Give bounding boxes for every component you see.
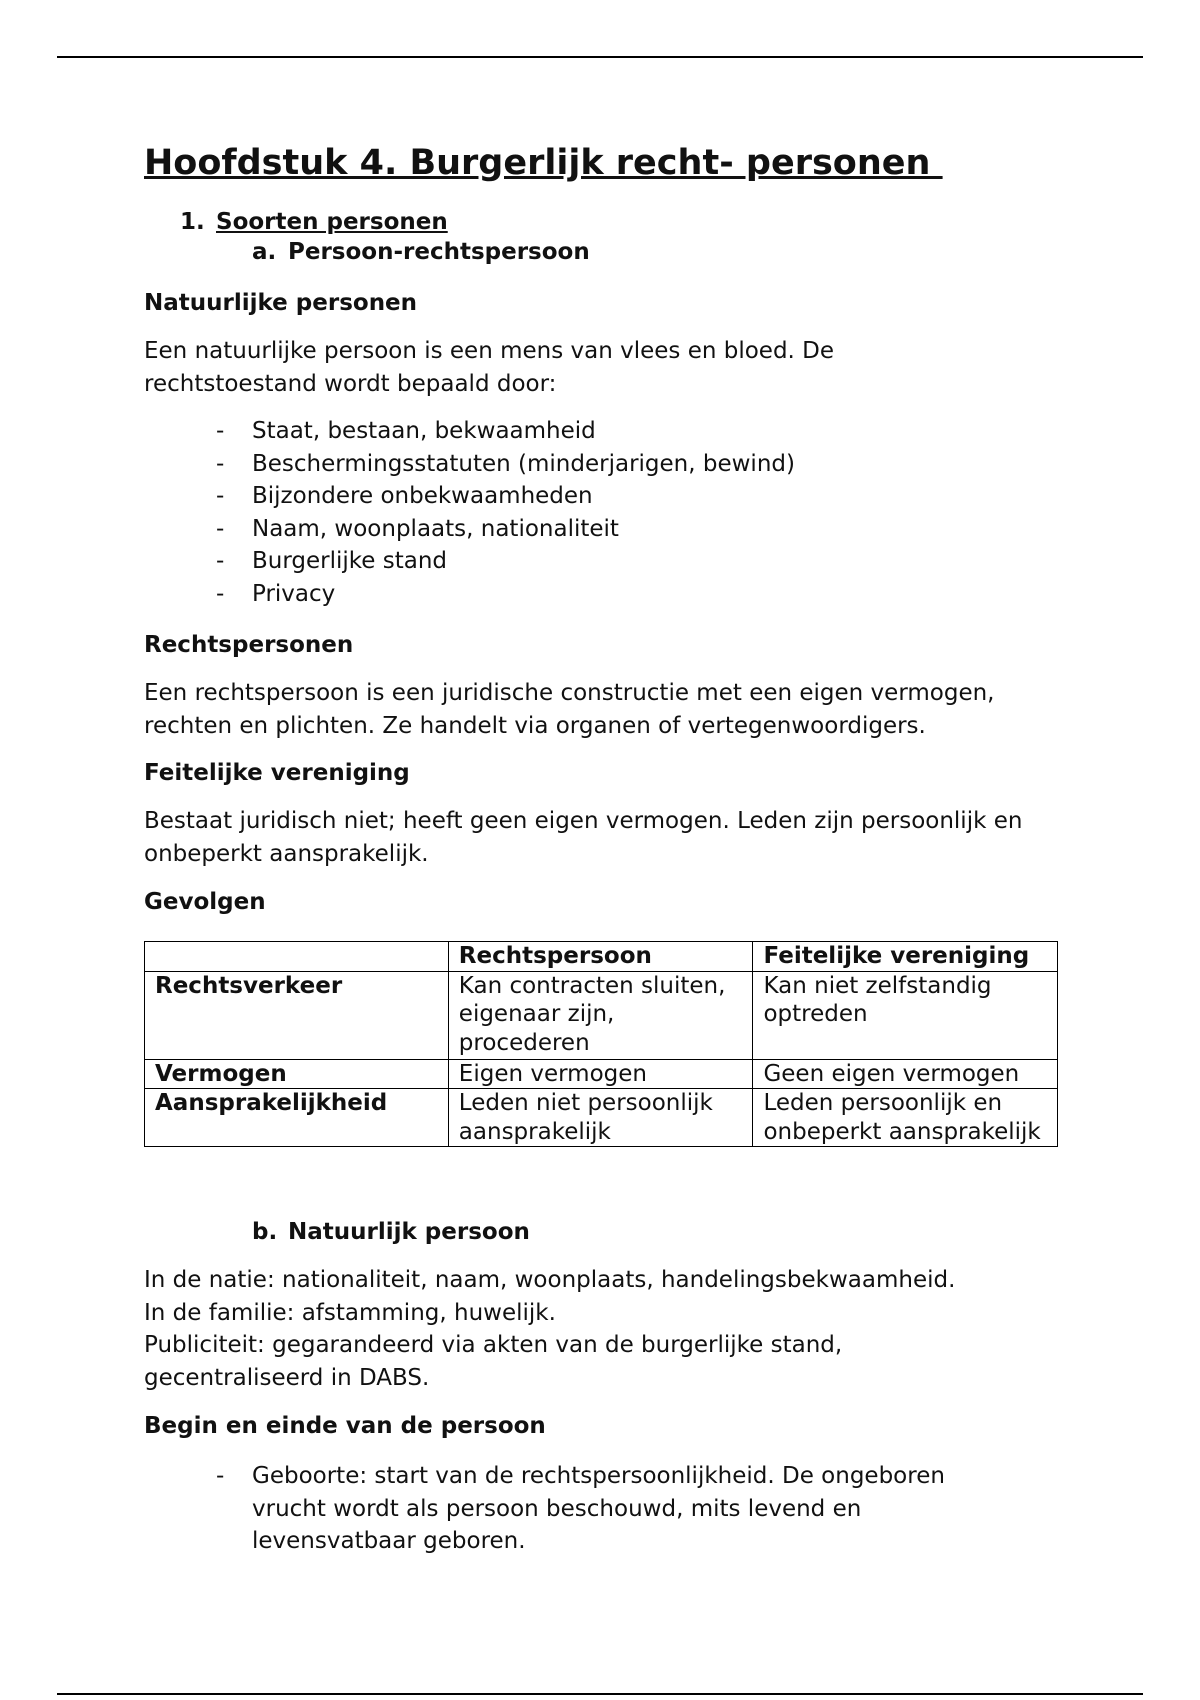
- table-row-label: Aansprakelijkheid: [145, 1089, 449, 1147]
- table-cell: Geen eigen vermogen: [753, 1059, 1058, 1089]
- table-row: [145, 1089, 1058, 1147]
- subsection-number: b.: [252, 1219, 278, 1245]
- subsection-label: Persoon-rechtspersoon: [288, 239, 590, 265]
- heading-begin-einde: Begin en einde van de persoon: [144, 1413, 546, 1439]
- list-item: - Staat, bestaan, bekwaamheid: [216, 415, 795, 448]
- paragraph-feitelijke-vereniging: Bestaat juridisch niet; heeft geen eigen vermogen. Leden zijn persoonlijk en onbeperkt aansprakelijk.: [144, 808, 1023, 867]
- text-line: In de familie: afstamming, huwelijk.: [144, 1299, 556, 1326]
- table-cell: Kan contracten sluiten, eigenaar zijn, procederen: [448, 971, 753, 1059]
- text-line: Publiciteit: gegarandeerd via akten van de burgerlijke stand, gecentraliseerd in DABS.: [144, 1332, 843, 1391]
- table-header-cell: Feitelijke vereniging: [753, 942, 1058, 972]
- table-cell: Kan niet zelfstandig optreden: [753, 971, 1058, 1059]
- text-line: In de natie: nationaliteit, naam, woonplaats, handelingsbekwaamheid.: [144, 1267, 956, 1293]
- table-row: [145, 971, 1058, 1059]
- list-item: - Geboorte: start van de rechtspersoonlijkheid. De ongeboren vrucht wordt als persoon beschouwd, mits levend en levensvatbaar geboren.: [216, 1460, 996, 1558]
- table-cell: Eigen vermogen: [448, 1059, 753, 1089]
- subsection-number: a.: [252, 239, 277, 265]
- table-header-cell: [145, 942, 449, 972]
- list-item: - Burgerlijke stand: [216, 545, 795, 578]
- paragraph-natuurlijk-persoon: [144, 1264, 1024, 1394]
- table-cell: Leden persoonlijk en onbeperkt aansprakelijk: [753, 1089, 1058, 1147]
- list-item: - Naam, woonplaats, nationaliteit: [216, 513, 795, 546]
- heading-feitelijke-vereniging: Feitelijke vereniging: [144, 760, 410, 786]
- subsection-heading-b: [252, 1216, 530, 1248]
- gevolgen-table: [144, 941, 1058, 1147]
- heading-gevolgen: Gevolgen: [144, 889, 266, 915]
- paragraph-rechtspersonen: Een rechtspersoon is een juridische constructie met een eigen vermogen, rechten en plichten. Ze handelt via organen of vertegenwoordigers.: [144, 680, 995, 739]
- subsection-label: Natuurlijk persoon: [288, 1219, 530, 1245]
- table-cell: Leden niet persoonlijk aansprakelijk: [448, 1089, 753, 1147]
- footer-rule: [57, 1693, 1143, 1695]
- list-rechtstoestand: [216, 415, 795, 611]
- list-begin-einde: [216, 1460, 996, 1558]
- chapter-title: Hoofdstuk 4. Burgerlijk recht- personen: [144, 143, 943, 183]
- section-number: 1.: [180, 209, 205, 235]
- list-item: - Privacy: [216, 578, 795, 611]
- table-row-label: Rechtsverkeer: [145, 971, 449, 1059]
- list-item: - Bijzondere onbekwaamheden: [216, 480, 795, 513]
- paragraph-natuurlijke-personen: Een natuurlijke persoon is een mens van vlees en bloed. De rechtstoestand wordt bepaald door:: [144, 338, 835, 397]
- section-label: Soorten personen: [216, 209, 448, 235]
- header-rule: [57, 56, 1143, 58]
- table-row-label: Vermogen: [145, 1059, 449, 1089]
- table-header-cell: Rechtspersoon: [448, 942, 753, 972]
- section-heading-soorten-personen: [180, 206, 448, 238]
- list-item: - Beschermingsstatuten (minderjarigen, bewind): [216, 448, 795, 481]
- subsection-heading-a: [252, 236, 590, 268]
- table-row: [145, 1059, 1058, 1089]
- heading-rechtspersonen: Rechtspersonen: [144, 632, 354, 658]
- table-header-row: [145, 942, 1058, 972]
- heading-natuurlijke-personen: Natuurlijke personen: [144, 290, 418, 316]
